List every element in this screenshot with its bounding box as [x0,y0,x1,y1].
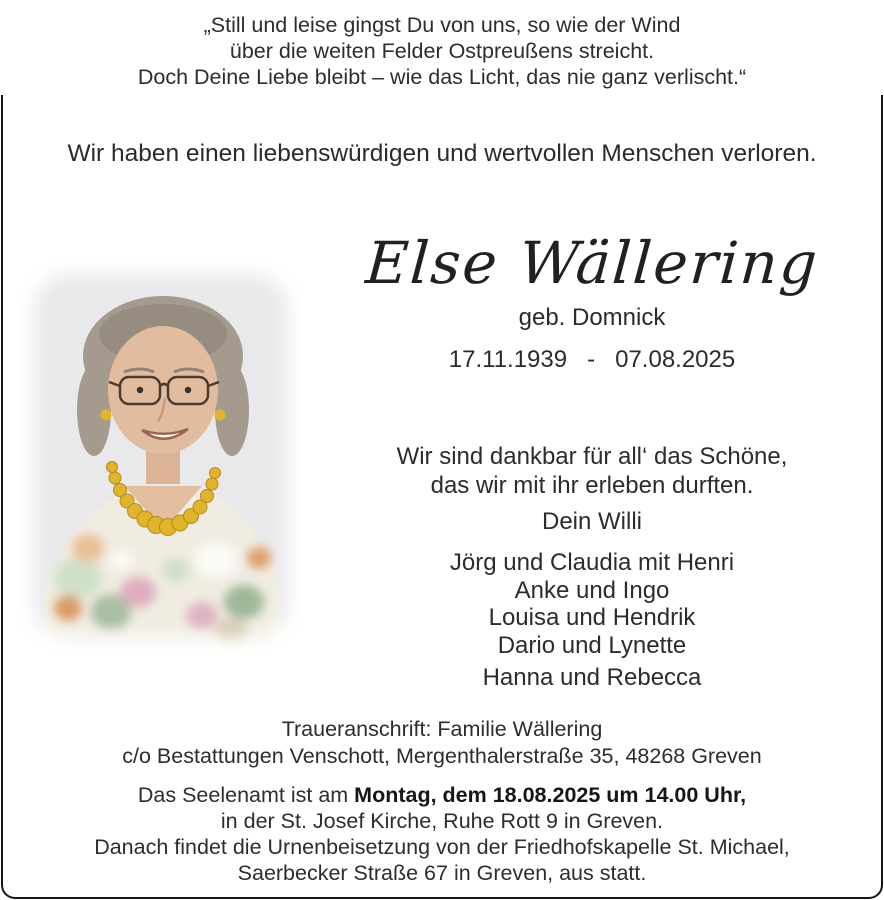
address-line-1: Traueranschrift: Familie Wällering [281,717,603,741]
maiden-name: geb. Domnick [518,304,666,331]
deceased-name: Else Wällering [363,229,821,297]
earring-left [101,410,112,421]
address-line-2: c/o Bestattungen Venschott, Mergenthalerstraße 35, 48268 Greven [122,743,762,768]
birth-date: 17.11.1939 [448,346,568,373]
death-date: 07.08.2025 [615,346,736,373]
mourning-address [0,716,884,769]
eye-left [137,387,143,393]
quote-line-1: „Still und leise gingst Du von uns, so wie der Wind [203,13,681,37]
service-line-3: Danach findet die Urnenbeisetzung von der Friedhofskapelle St. Michael, [94,835,790,859]
service-line-1 [0,782,884,808]
dates-separator: - [587,346,596,373]
tribute-line-1: Wir sind dankbar für all‘ das Schöne, [396,443,788,470]
service-line-1-bold: Montag, dem 18.08.2025 um 14.00 Uhr [354,783,741,807]
family-line-1: Jörg und Claudia mit Henri [449,549,735,576]
deceased-name-block [322,226,862,374]
portrait-group [16,262,302,654]
service-line-2: in der St. Josef Kirche, Ruhe Rott 9 in Greven. [220,809,664,833]
family-line-4: Dario und Lynette [497,631,687,659]
tribute-line-2: das wir mit ihr erleben durften. [430,472,754,499]
tribute-from: Dein Willi [541,508,642,535]
family-line-3: Louisa und Hendrik [488,604,696,631]
service-line-1-prefix: Das Seelenamt ist am [137,783,355,807]
memorial-quote [0,12,884,90]
portrait-photo [16,260,306,654]
quote-line-2: über die weiten Felder Ostpreußens streicht. [229,39,655,63]
eye-right [185,387,191,393]
intro-line: Wir haben einen liebenswürdigen und wertvollen Menschen verloren. [67,140,817,167]
family-last-line: Hanna und Rebecca [482,664,702,691]
service-line-4: Saerbecker Straße 67 in Greven, aus statt. [237,861,647,885]
quote-line-3: Doch Deine Liebe bleibt – wie das Licht, das nie ganz verlischt.“ [137,65,747,89]
family-names [322,549,862,659]
tribute-text [322,442,862,500]
earring-right [215,410,226,421]
family-line-2: Anke und Ingo [514,576,670,604]
life-dates [322,346,862,374]
service-line-1-suffix: , [740,783,747,807]
service-info [0,782,884,886]
